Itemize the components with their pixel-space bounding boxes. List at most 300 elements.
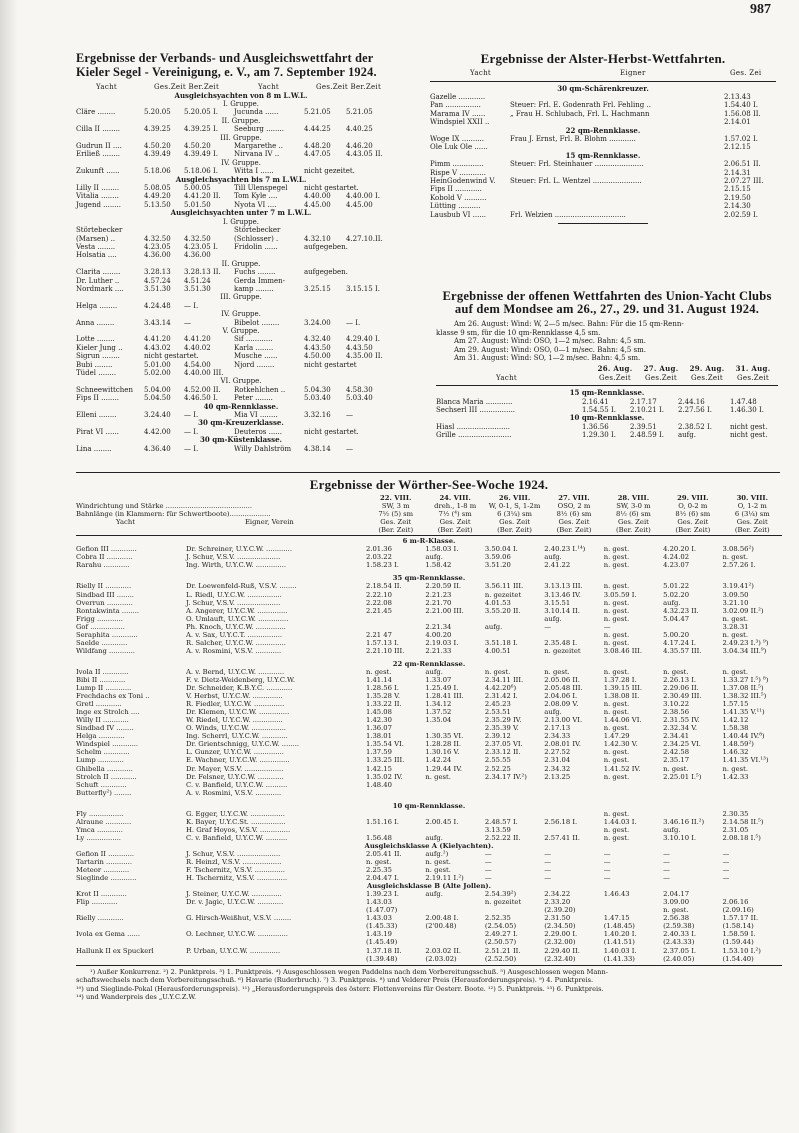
union-ges-header xyxy=(436,374,778,383)
cell: — xyxy=(346,411,353,420)
cell: 1.33.07 xyxy=(425,675,452,684)
cell: 2.12.15 xyxy=(724,143,751,152)
union-date-header xyxy=(436,365,778,374)
day-5-wind: SW, 3-0 m xyxy=(616,502,651,511)
cell: (2.39.20) xyxy=(544,906,576,915)
cell: n. gest. xyxy=(603,825,630,834)
group-heading-row xyxy=(76,260,406,268)
class-heading: 15 qm-Rennklasse. xyxy=(569,388,645,398)
cell: 1.33.25 III. xyxy=(366,756,405,765)
day-4-ges: Ges. Zeit xyxy=(558,518,590,527)
cell: — xyxy=(722,874,730,883)
yacht-name xyxy=(76,938,186,946)
cell: 2.21.70 xyxy=(425,598,452,607)
yacht-name: Frigg ............ xyxy=(76,614,123,623)
cell: 4.57.24 xyxy=(144,276,171,285)
footnote-line: ¹) Außer Konkurrenz. ²) 2. Punktpreis. ³) 1. Punktpreis. ⁴) Ausgeschlossen wegen Paddelns nach dem Vorbereitungsschuß. ⁵) Ausgeschlossen wegen Mann- xyxy=(90,967,608,976)
cell xyxy=(544,810,603,818)
cell: Rotkehlchen .. xyxy=(234,385,286,394)
cell: (1.59.44) xyxy=(722,938,754,947)
cell: O. Umlauft, U.Y.C.W. .............. xyxy=(186,614,289,623)
cell: nicht gestartet xyxy=(304,360,357,369)
cell: — xyxy=(603,849,611,858)
class-heading-row xyxy=(76,176,406,184)
cell: 5.04.47 xyxy=(663,614,690,623)
cell: 2.21.10 III. xyxy=(366,646,405,655)
yacht-name: Zukunft ...... xyxy=(76,167,120,176)
cell: Störtebecker xyxy=(234,226,281,235)
class-heading: 22 qm-Rennklasse. xyxy=(392,659,466,668)
cell: n. gezeitet xyxy=(484,590,522,599)
cell: 4.00.20 xyxy=(425,630,452,639)
cell: aufg. xyxy=(663,598,681,607)
cell: 3.13.13 III. xyxy=(544,582,583,591)
cell: 2.18.54 II. xyxy=(366,582,402,591)
cell: F. Tschernitz, V.S.V. .............. xyxy=(186,866,285,875)
cell: 1.43.03 xyxy=(366,898,392,907)
cell: K. Bayer, U.Y.C.St. ................ xyxy=(186,817,286,826)
kiel-title: Ergebnisse der Verbands- und Ausgleichswettfahrt der Kieler Segel - Vereinigung, e. V., am 7. September 1924. xyxy=(76,51,377,79)
cell: 1.30.35 VI. xyxy=(425,732,464,741)
cell: n. gest. xyxy=(603,724,630,733)
cell: 2.21.00 III. xyxy=(425,606,464,615)
cell: 4.43.02 xyxy=(144,343,171,352)
group-heading-row xyxy=(76,377,406,385)
class-heading-row xyxy=(430,127,776,135)
yacht-name: Hallunk II ex Spuckerl xyxy=(76,946,154,955)
cell: 2.14.31 xyxy=(724,168,751,177)
cell: 4.23.05 I. xyxy=(184,242,218,251)
cell: 2.30.35 xyxy=(722,809,749,818)
table-row xyxy=(76,818,782,826)
table-row xyxy=(76,302,406,310)
cell: R. Fiedler, U.Y.C.W. .............. xyxy=(186,700,285,709)
table-row xyxy=(430,110,776,118)
cell: — I. xyxy=(184,444,199,453)
table-row xyxy=(76,716,782,724)
cell: 2.05.06 II. xyxy=(544,675,580,684)
cell: Deuteros ...... xyxy=(234,427,282,436)
cell: 1.58.38 xyxy=(722,724,749,733)
cell: 3.50.04 I. xyxy=(484,545,518,554)
cell xyxy=(425,781,484,789)
cell: 2.22.10 xyxy=(366,590,392,599)
section-divider xyxy=(76,472,780,473)
cell: 1.57.17 II. xyxy=(722,914,759,923)
cell xyxy=(234,302,304,310)
cell: 3.10.14 II. xyxy=(544,606,580,615)
cell: 2.29.00 I. xyxy=(544,930,578,939)
table-row xyxy=(76,866,782,874)
cell: 1.51.16 I. xyxy=(366,817,399,826)
table-row xyxy=(76,108,406,116)
cell: „ Frau H. Schlubach, Frl. L. Hachmann xyxy=(510,109,650,118)
cell xyxy=(425,826,484,834)
cell: 4.50.00 xyxy=(304,352,331,361)
yacht-name: Hiasl ........................ xyxy=(436,422,510,431)
cell: 1.42.30 V. xyxy=(603,740,638,749)
union-title-2: auf dem Mondsee am 26., 27., 29. und 31. August 1924. xyxy=(454,302,760,316)
cell: 1.38.08 II. xyxy=(603,692,640,701)
yacht-name: Schuft ............ xyxy=(76,780,127,789)
cell: 4.47.05 xyxy=(304,150,331,159)
cell: 2.25.35 xyxy=(366,866,392,875)
alster-section xyxy=(430,52,776,252)
cell xyxy=(510,93,724,101)
cell: A. Angerer, U.Y.C.W. .............. xyxy=(186,606,288,615)
cell: 3.59.06 xyxy=(484,553,511,562)
union-results-table xyxy=(436,389,778,439)
cell: (2.34.50) xyxy=(544,922,576,931)
cell: 5.04.30 xyxy=(304,385,331,394)
yacht-name: Sieglinde ............ xyxy=(76,874,137,883)
day-3-date: 26. VIII. xyxy=(498,494,531,502)
table-row xyxy=(76,277,406,285)
cell xyxy=(346,243,406,251)
table-row xyxy=(76,369,406,377)
class-heading: 22 qm-Rennklasse. xyxy=(565,125,641,135)
cell: L. Gunzer, U.Y.C.W. .............. xyxy=(186,748,284,757)
cell: (2.54.05) xyxy=(484,922,517,931)
table-row xyxy=(76,361,406,369)
cell: 3.51.30 xyxy=(144,284,171,293)
group-heading: II. Gruppe. xyxy=(221,116,261,125)
cell xyxy=(544,631,603,639)
day-1-ges: Ges. Zeit xyxy=(380,518,412,527)
cell: (2.52.50) xyxy=(484,954,517,963)
cell: 2.48.57 I. xyxy=(484,817,518,826)
day-6-date: 29. VIII. xyxy=(677,494,709,502)
cell: 1.58.03 I. xyxy=(425,545,459,554)
cell: (2'00.48) xyxy=(425,922,457,931)
cell: 1.46.32 xyxy=(722,748,749,757)
yacht-name: Woge IX .......... xyxy=(430,135,485,144)
day-6-wind: O, 0-2 m xyxy=(678,502,708,511)
cell: n. gezeitet xyxy=(544,646,581,655)
cell: (2.03.02) xyxy=(425,954,457,963)
cell: 1.30.16 V. xyxy=(425,748,460,757)
day-7-wind: O, 1-2 m xyxy=(737,502,767,511)
cell: 2.44.16 xyxy=(678,397,705,406)
table-row xyxy=(76,947,782,955)
cell: Dr. Schreiner, U.Y.C.W. ............ xyxy=(186,545,292,554)
cell: n. gest. xyxy=(603,756,630,765)
cell: 2.34.17 IV.²) xyxy=(484,772,527,781)
day-3-wind: W, 0-1, S, 1-2m xyxy=(488,502,541,511)
group-heading-row xyxy=(76,293,406,301)
cell xyxy=(425,906,484,914)
cell: n. gest. xyxy=(722,764,748,773)
table-row xyxy=(76,732,782,740)
cell: 1.33.27 I.⁵) ⁸) xyxy=(722,675,769,684)
cell xyxy=(485,789,544,797)
cell: 4.54.00 xyxy=(184,360,211,369)
cell: n. gest. xyxy=(425,772,451,781)
cell: n. gest. xyxy=(484,667,511,676)
cell: 1.34.12 xyxy=(425,700,452,709)
table-row xyxy=(76,599,782,607)
scan-edge xyxy=(0,0,18,1133)
cell: 2.13.00 VI. xyxy=(544,716,583,725)
cell: 5.08.05 xyxy=(144,184,171,193)
cell: C. v. Banfield, U.Y.C.W. .......... xyxy=(186,780,288,789)
cell: — I. xyxy=(184,411,199,420)
cell: A. v. Rosmini, V.S.V. ............ xyxy=(186,788,282,797)
cell: aufg. xyxy=(425,667,443,676)
cell: n. gest. xyxy=(603,638,630,647)
table-row xyxy=(430,101,776,109)
cell: 1.42.33 xyxy=(722,772,749,781)
union-ges-3: Ges.Zeit xyxy=(690,373,723,382)
cell: 2.57.41 II. xyxy=(544,833,580,842)
cell: W. Riedel, U.Y.C.W. .............. xyxy=(186,716,283,725)
cell: 4.32.50 xyxy=(144,234,171,243)
cell: 2.03.02 II. xyxy=(425,946,462,955)
yacht-name: Saelde ............ xyxy=(76,638,128,647)
cell: 1.33.22 II. xyxy=(366,700,402,709)
cell: 3.05.59 I. xyxy=(603,590,637,599)
cell: 2.34.22 xyxy=(544,890,571,899)
course-label: Bahnlänge (in Klammern: für Schwertboote)................... xyxy=(76,510,271,519)
cell: 3.51.20 xyxy=(484,561,511,570)
cell: 3.24.40 xyxy=(144,411,171,420)
cell: 1.43.03 xyxy=(366,914,392,923)
table-row xyxy=(76,781,782,789)
yacht-name: Cläre ........ xyxy=(76,108,116,117)
cell: 4.46.50 I. xyxy=(184,394,218,403)
cell: nicht gest. xyxy=(730,431,768,440)
cell: (2.40.05) xyxy=(663,954,695,963)
cell: 5.03.40 xyxy=(304,394,331,403)
cell: 4.40.00 I. xyxy=(346,192,380,201)
cell xyxy=(234,251,304,259)
table-row xyxy=(430,135,776,143)
day-4-ber: (Ber. Zeit) xyxy=(556,526,592,535)
table-row xyxy=(76,319,406,327)
cell: — xyxy=(544,874,552,883)
cell: 2.14.30 xyxy=(724,202,751,211)
cell: 2.25.01 I.⁵) xyxy=(663,772,702,781)
cell: 3.10.22 xyxy=(663,700,690,709)
yacht-name: Schneewittchen xyxy=(76,385,133,394)
yacht-name: Vesta ........ xyxy=(76,242,116,251)
cell: Jucunda ...... xyxy=(234,108,279,117)
cell xyxy=(663,810,722,818)
cell xyxy=(485,781,544,789)
group-heading: IV. Gruppe. xyxy=(221,158,261,167)
cell: 1.44.03 I. xyxy=(603,817,637,826)
cell: n. gest. xyxy=(722,553,748,562)
cell: 5.18.06 xyxy=(144,167,171,176)
cell: — xyxy=(544,858,552,867)
cell: 1.40.20 I. xyxy=(603,930,637,939)
cell: 5.00.05 xyxy=(184,184,211,193)
yacht-name: Pirat VI ...... xyxy=(76,427,119,436)
cell: 1.35.28 V. xyxy=(366,692,400,701)
cell: 4.36.40 xyxy=(144,444,171,453)
yacht-name: Holsatia .... xyxy=(76,251,117,260)
cell: 2.08.18 I.⁵) xyxy=(722,833,761,842)
cell: 1.36.56 xyxy=(582,422,609,431)
day-7-ber: (Ber. Zeit) xyxy=(734,526,770,535)
yacht-name: Fips II ............ xyxy=(430,185,482,194)
cell: Musche ...... xyxy=(234,352,278,361)
day-5-date: 28. VIII. xyxy=(617,494,650,502)
cell: 4.43.50 xyxy=(346,343,373,352)
cell: 4.51.24 xyxy=(184,276,211,285)
cell xyxy=(366,623,425,631)
cell: 1.28.41 III. xyxy=(425,692,464,701)
table-row xyxy=(430,194,776,202)
cell: 1.42.24 xyxy=(425,756,452,765)
class-heading: Ausgleichsyachten von 8 m L.W.L. xyxy=(174,90,308,100)
cell: 1.42.12 xyxy=(722,716,749,725)
yacht-name: Gazelle ............ xyxy=(430,93,486,101)
cell: 5.21.05 xyxy=(304,108,331,117)
yacht-name: Ivola ex Gema ...... xyxy=(76,930,141,939)
cell: 1.29.30 I. xyxy=(582,431,616,440)
table-row xyxy=(76,930,782,938)
yacht-name: Ivola II ............ xyxy=(76,667,129,676)
cell: Sif ............ xyxy=(234,335,273,344)
cell: 2.21.23 xyxy=(425,590,452,599)
cell: 1.37.08 II.⁵) xyxy=(722,684,764,693)
cell: 4.48.20 xyxy=(304,142,331,151)
cell: H. Graf Hoyos, V.S.V. .............. xyxy=(186,825,291,834)
yacht-name: Pan ................ xyxy=(430,101,481,110)
alster-header-time: Ges. Zei xyxy=(730,69,762,77)
cell: 2.40.23 I.¹⁴) xyxy=(544,545,586,554)
cell: 2.49.27 I. xyxy=(484,930,518,939)
table-row xyxy=(76,789,782,797)
cell: 1.47.15 xyxy=(603,914,630,923)
cell: 3.10.10 I. xyxy=(663,833,697,842)
cell: 1.38.01 xyxy=(366,732,392,741)
cell: 1.29.44 IV. xyxy=(425,764,463,773)
table-row xyxy=(76,938,782,946)
yacht-name: Ole Luk Ole ...... xyxy=(430,143,488,152)
cell: 2.26.13 I. xyxy=(663,675,697,684)
cell: 1.54.40 I. xyxy=(724,101,758,110)
cell xyxy=(346,251,406,259)
cell: n. gest. xyxy=(603,553,630,562)
day-7-course: 6 (3¼) sm xyxy=(734,510,770,519)
cell: aufg. xyxy=(484,622,503,631)
table-row xyxy=(76,192,406,200)
cell: A. v. Rosmini, V.S.V. ............ xyxy=(186,646,282,655)
cell: 4.42.20⁶) xyxy=(484,684,517,693)
cell: 2.04.17 xyxy=(663,890,690,899)
yacht-name: Nordmark .... xyxy=(76,284,124,293)
cell: Steuer: Frl. L. Wentzel ...................... xyxy=(510,177,642,186)
cell: aufg. xyxy=(425,553,443,562)
woerther-results-table xyxy=(76,537,782,962)
class-heading: 15 qm-Rennklasse. xyxy=(565,150,641,160)
yacht-name: Seraphita ............ xyxy=(76,630,138,639)
cell: n. gest. xyxy=(603,708,630,717)
yacht-name: Flip ............ xyxy=(76,898,118,907)
kiel-header-times: Ges.Zeit Ber.Zeit xyxy=(154,83,220,91)
union-intro-line: Am 26. August: Wind: W, 2—5 m/sec. Bahn: Für die 15 qm-Renn- xyxy=(454,320,684,328)
day-7-ges: Ges. Zeit xyxy=(736,518,768,527)
table-row xyxy=(430,185,776,193)
cell: 2.00.45 I. xyxy=(425,817,459,826)
cell: (1.45.33) xyxy=(366,922,398,931)
table-row xyxy=(76,226,406,234)
cell: 2.04.06 I. xyxy=(544,692,578,701)
cell: 1.48.59²) xyxy=(722,740,754,749)
cell: Willy Dahlström xyxy=(234,444,292,453)
day-1-date: 22. VIII. xyxy=(380,494,412,502)
yacht-name: Rarahu ............ xyxy=(76,561,130,570)
cell xyxy=(144,226,184,234)
cell: 2.31.05 xyxy=(722,825,749,834)
day-2-ber: (Ber. Zeit) xyxy=(437,526,473,535)
cell: 4.41.20 xyxy=(184,335,211,344)
cell: 2.22.08 xyxy=(366,598,392,607)
cell xyxy=(234,369,304,377)
yacht-name: Ly ................ xyxy=(76,833,121,842)
cell: 2.00.48 I. xyxy=(425,914,459,923)
cell: n. gest. xyxy=(603,809,630,818)
cell: — xyxy=(484,874,492,883)
cell: Dr. Grientschnigg, U.Y.C.W. ........ xyxy=(186,740,300,749)
cell: — xyxy=(544,622,552,631)
cell: Mia VI ........ xyxy=(234,411,278,420)
cell xyxy=(366,789,425,797)
cell: — xyxy=(603,858,611,867)
cell: 1.41.52 IV. xyxy=(603,764,641,773)
cell: 4.27.10.II. xyxy=(346,234,383,243)
cell xyxy=(425,930,484,938)
table-row xyxy=(76,623,782,631)
yacht-name: Bibi II ............ xyxy=(76,675,126,684)
yacht-name: Rielly II ............ xyxy=(76,582,132,591)
cell: — xyxy=(722,858,730,867)
cell: 1.41.14 xyxy=(366,675,392,684)
cell: 4.39.25 I. xyxy=(184,125,218,134)
cell: 4.52.00 II. xyxy=(184,385,221,394)
cell: (2.32.00) xyxy=(544,938,576,947)
cell xyxy=(485,906,544,914)
cell: 3.13.46 IV. xyxy=(544,590,581,599)
cell: Dr. Loewenfeld-Ruß, V.S.V. ........ xyxy=(186,582,297,591)
yacht-name: Butterfly²) ........ xyxy=(76,788,132,797)
cell: 5.04.50 xyxy=(144,394,171,403)
cell: 4.50.20 xyxy=(184,142,211,151)
cell: G. Egger, U.Y.C.W. ................ xyxy=(186,809,285,818)
alster-header xyxy=(430,69,776,78)
cell: n. gest. xyxy=(663,764,689,773)
cell: 2.40.33 I. xyxy=(663,930,697,939)
cell xyxy=(544,781,603,789)
class-heading-row xyxy=(76,802,782,810)
cell: J. Schur, V.S.V. .................... xyxy=(186,598,281,607)
yacht-name: Gudrun II .... xyxy=(76,142,122,151)
cell: 5.00.20 xyxy=(663,630,690,639)
cell xyxy=(366,810,425,818)
table-row xyxy=(76,810,782,818)
cell: 2.27.52 xyxy=(544,748,571,757)
kiel-results-table xyxy=(76,92,406,453)
cell xyxy=(604,789,663,797)
cell: 4.44.25 xyxy=(304,125,331,134)
cell: 2.56.38 xyxy=(663,914,690,923)
day-2-date: 24. VIII. xyxy=(439,494,471,502)
cell: — xyxy=(484,849,492,858)
cell: aufg. xyxy=(678,431,696,440)
cell: 5.02.20 xyxy=(663,590,690,599)
